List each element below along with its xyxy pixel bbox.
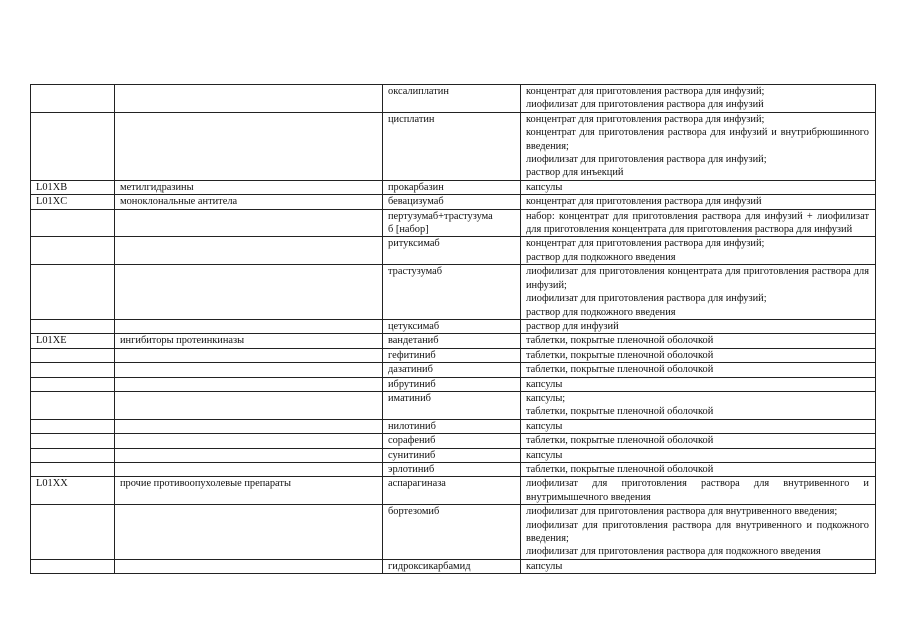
- atc-group-cell: [115, 559, 383, 573]
- atc-code-cell: [31, 434, 115, 448]
- drug-name-cell: дазатиниб: [383, 363, 521, 377]
- drug-name-cell: ибрутиниб: [383, 377, 521, 391]
- atc-code-cell: L01XE: [31, 334, 115, 348]
- atc-group-cell: [115, 265, 383, 320]
- dosage-form-cell: лиофилизат для приготовления концентрата для приготовления раствора для инфузий; лиофилизат для приготовления раствора для инфузий; раствор для подкожного введения: [521, 265, 876, 320]
- dosage-form-cell: капсулы: [521, 180, 876, 194]
- table-row: [31, 334, 876, 348]
- atc-code-cell: L01XC: [31, 195, 115, 209]
- table-row: [31, 363, 876, 377]
- atc-code-cell: [31, 462, 115, 476]
- atc-group-cell: [115, 319, 383, 333]
- table-row: [31, 391, 876, 419]
- atc-group-cell: [115, 391, 383, 419]
- dosage-form-cell: лиофилизат для приготовления раствора для внутривенного введения; лиофилизат для приготовления раствора для внутривенного и подкожного введения; лиофилизат для приготовления раствора для подкожного введения: [521, 505, 876, 560]
- dosage-form-cell: лиофилизат для приготовления раствора для внутривенного и внутримышечного введения: [521, 477, 876, 505]
- drug-name-cell: эрлотиниб: [383, 462, 521, 476]
- atc-group-cell: моноклональные антитела: [115, 195, 383, 209]
- drug-name-cell: сунитиниб: [383, 448, 521, 462]
- atc-code-cell: L01XB: [31, 180, 115, 194]
- atc-group-cell: [115, 419, 383, 433]
- atc-code-cell: [31, 348, 115, 362]
- atc-group-cell: [115, 85, 383, 113]
- table-row: [31, 434, 876, 448]
- dosage-form-cell: капсулы: [521, 377, 876, 391]
- atc-code-cell: [31, 419, 115, 433]
- dosage-form-cell: капсулы: [521, 559, 876, 573]
- dosage-form-cell: концентрат для приготовления раствора для инфузий; лиофилизат для приготовления раствора для инфузий: [521, 85, 876, 113]
- atc-group-cell: прочие противоопухолевые препараты: [115, 477, 383, 505]
- atc-code-cell: [31, 363, 115, 377]
- dosage-form-cell: капсулы: [521, 419, 876, 433]
- table-row: [31, 462, 876, 476]
- dosage-form-cell: раствор для инфузий: [521, 319, 876, 333]
- table-row: [31, 419, 876, 433]
- atc-group-cell: ингибиторы протеинкиназы: [115, 334, 383, 348]
- table-row: [31, 209, 876, 237]
- atc-code-cell: L01XX: [31, 477, 115, 505]
- table-row: [31, 180, 876, 194]
- table-row: [31, 195, 876, 209]
- atc-code-cell: [31, 319, 115, 333]
- atc-group-cell: [115, 348, 383, 362]
- atc-code-cell: [31, 112, 115, 180]
- atc-group-cell: [115, 462, 383, 476]
- drug-name-cell: гидроксикарбамид: [383, 559, 521, 573]
- dosage-form-cell: набор: концентрат для приготовления раствора для инфузий + лиофилизат для приготовления концентрата для приготовления раствора для инфузий: [521, 209, 876, 237]
- atc-code-cell: [31, 237, 115, 265]
- dosage-form-cell: концентрат для приготовления раствора для инфузий; раствор для подкожного введения: [521, 237, 876, 265]
- drug-name-cell: гефитиниб: [383, 348, 521, 362]
- dosage-form-cell: капсулы; таблетки, покрытые пленочной оболочкой: [521, 391, 876, 419]
- drug-name-cell: сорафениб: [383, 434, 521, 448]
- drug-name-cell: ритуксимаб: [383, 237, 521, 265]
- drug-name-cell: бевацизумаб: [383, 195, 521, 209]
- drug-name-cell: вандетаниб: [383, 334, 521, 348]
- atc-code-cell: [31, 85, 115, 113]
- atc-code-cell: [31, 265, 115, 320]
- atc-code-cell: [31, 505, 115, 560]
- drug-name-cell: нилотиниб: [383, 419, 521, 433]
- atc-group-cell: [115, 505, 383, 560]
- drug-name-cell: оксалиплатин: [383, 85, 521, 113]
- atc-code-cell: [31, 559, 115, 573]
- atc-group-cell: [115, 377, 383, 391]
- dosage-form-cell: таблетки, покрытые пленочной оболочкой: [521, 434, 876, 448]
- dosage-form-cell: капсулы: [521, 448, 876, 462]
- table-row: [31, 85, 876, 113]
- atc-group-cell: [115, 448, 383, 462]
- table-row: [31, 448, 876, 462]
- atc-code-cell: [31, 391, 115, 419]
- drug-name-cell: бортезомиб: [383, 505, 521, 560]
- dosage-form-cell: таблетки, покрытые пленочной оболочкой: [521, 334, 876, 348]
- drug-name-cell: прокарбазин: [383, 180, 521, 194]
- table-row: [31, 377, 876, 391]
- drug-name-cell: цетуксимаб: [383, 319, 521, 333]
- drug-name-cell: пертузумаб+трастузума б [набор]: [383, 209, 521, 237]
- dosage-form-cell: концентрат для приготовления раствора для инфузий: [521, 195, 876, 209]
- table-row: [31, 112, 876, 180]
- dosage-form-cell: таблетки, покрытые пленочной оболочкой: [521, 462, 876, 476]
- table-row: [31, 348, 876, 362]
- atc-group-cell: метилгидразины: [115, 180, 383, 194]
- drug-name-cell: аспарагиназа: [383, 477, 521, 505]
- atc-group-cell: [115, 112, 383, 180]
- table-row: [31, 319, 876, 333]
- atc-code-cell: [31, 377, 115, 391]
- table-row: [31, 237, 876, 265]
- table-row: [31, 505, 876, 560]
- dosage-form-cell: таблетки, покрытые пленочной оболочкой: [521, 363, 876, 377]
- table-row: [31, 477, 876, 505]
- atc-group-cell: [115, 363, 383, 377]
- atc-code-cell: [31, 448, 115, 462]
- drug-name-cell: цисплатин: [383, 112, 521, 180]
- dosage-form-cell: концентрат для приготовления раствора для инфузий; концентрат для приготовления раствора для инфузий и внутрибрюшинного введения; лиофилизат для приготовления раствора для инфузий; раствор для инъекций: [521, 112, 876, 180]
- drug-table: [30, 84, 876, 574]
- drug-name-cell: трастузумаб: [383, 265, 521, 320]
- drug-name-cell: иматиниб: [383, 391, 521, 419]
- atc-group-cell: [115, 209, 383, 237]
- table-row: [31, 265, 876, 320]
- drug-table-body: [31, 85, 876, 574]
- dosage-form-cell: таблетки, покрытые пленочной оболочкой: [521, 348, 876, 362]
- atc-group-cell: [115, 434, 383, 448]
- atc-group-cell: [115, 237, 383, 265]
- table-row: [31, 559, 876, 573]
- atc-code-cell: [31, 209, 115, 237]
